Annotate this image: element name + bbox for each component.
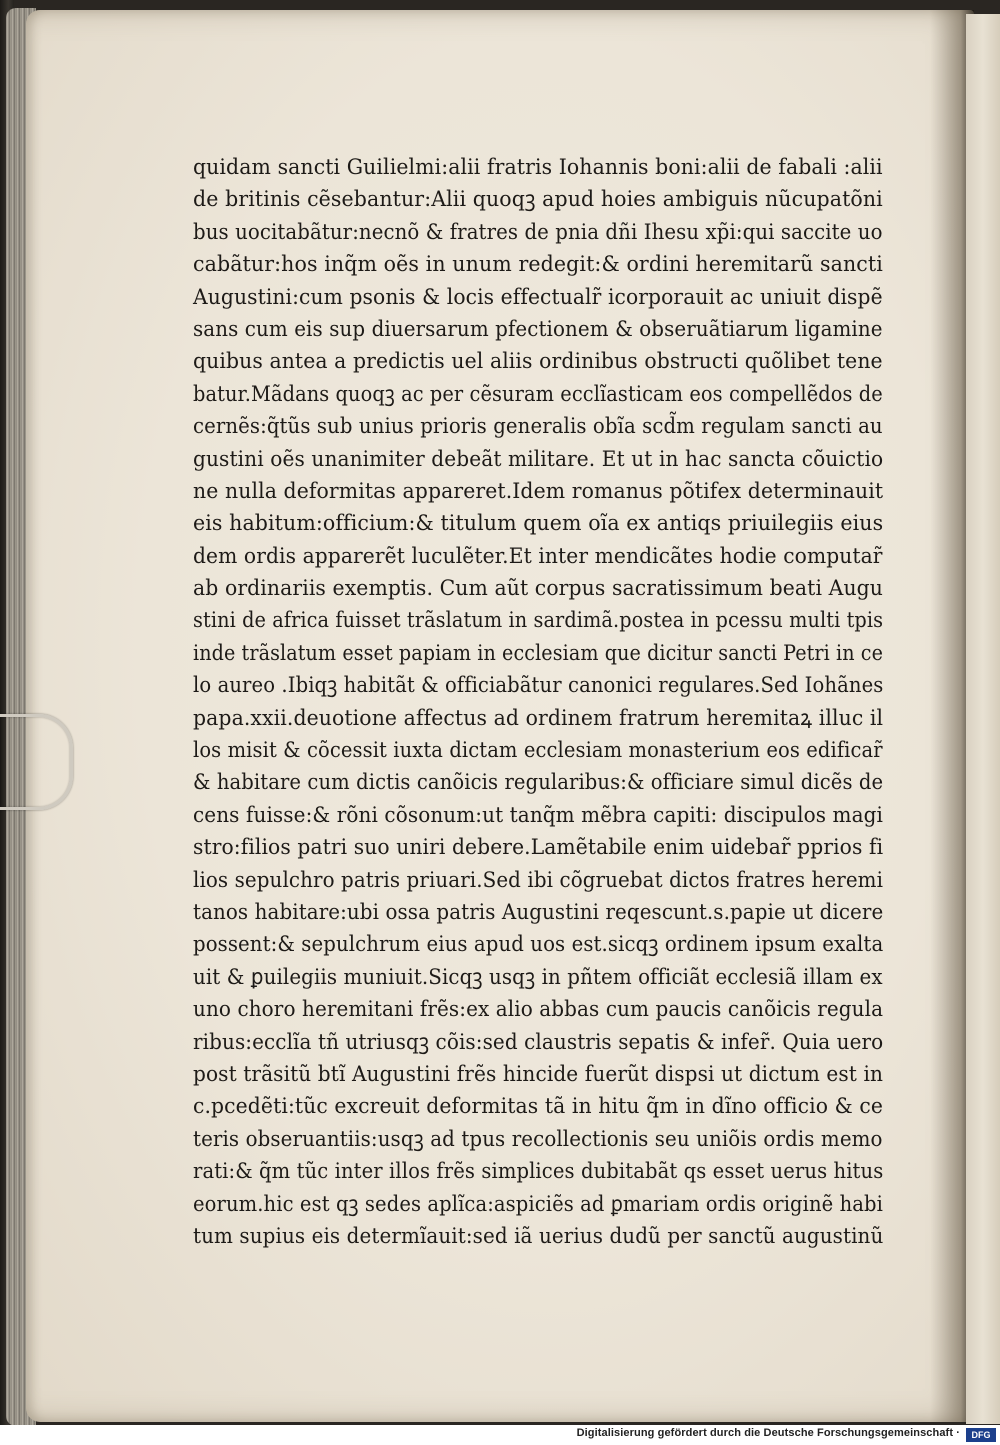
text-line: quidam sancti Guilielmi:alii fratris Iohannis boni:alii de fabali :alii (193, 155, 883, 180)
text-line: inde trãslatum esset papiam in ecclesiam que dicitur sancti Petri in ce (193, 640, 884, 666)
text-line: rati:& q̃m tũc inter illos frẽs simplices dubitabãt qs esset uerus hitus (193, 1159, 884, 1185)
text-line: de britinis cẽsebantur:Alii quoqꝫ apud hoies ambiguis nũcupatõni (193, 187, 883, 213)
text-line: eis habitum:officium:& titulum quem oĩa ex antiqs priuilegiis eius (193, 511, 884, 537)
text-line: cens fuisse:& rõni cõsonum:ut tanq̃m mẽbra capiti: discipulos magi (193, 802, 883, 828)
text-line: ab ordinariis exemptis. Cum aũt corpus sacratissimum beati Augu (193, 576, 884, 602)
text-line: ribus:ecclĩa tñ utriusqꝫ cõis:sed claustris sepatis & infer̃. Quia uero (193, 1029, 884, 1055)
footer-bar (0, 1425, 1000, 1445)
text-line: teris obseruantiis:usqꝫ ad tpus recollectionis seu uniõis ordis memo (193, 1126, 883, 1152)
text-line: quibus antea a predictis uel aliis ordinibus obstructi quõlibet tene (193, 349, 883, 375)
text-line: cernẽs:q̃tũs sub unius prioris generalis obĩa scd̃m regulam sancti au (193, 414, 883, 440)
text-line: uno choro heremitani frẽs:ex alio abbas cum paucis canõicis regula (193, 997, 884, 1023)
text-line: Augustini:cum psonis & locis effectualr̃ icorporauit ac uniuit dispẽ (193, 284, 883, 310)
page-text (193, 152, 883, 1253)
text-line: batur.Mãdans quoqꝫ ac per cẽsuram ecclĩasticam eos compellẽdos de (193, 381, 883, 407)
text-line: sans cum eis sup diuersarum pfectionem & obseruãtiarum ligamine (193, 316, 883, 342)
text-line: & habitare cum dictis canõicis regularibus:& officiare simul dicẽs de (193, 770, 884, 796)
text-line: dem ordis apparerẽt luculẽter.Et inter mendicãtes hodie computar̃ (193, 543, 883, 569)
text-line: post trãsitũ btĩ Augustini frẽs hincide fuerũt dispsi ut dictum est in (193, 1061, 884, 1087)
text-line: eorum.hic est qꝫ sedes aplĩca:aspiciẽs ad ꝑmariam ordis originẽ habi (193, 1191, 884, 1217)
text-line: stini de africa fuisset trãslatum in sardimã.postea in pcessu multi tpis (193, 608, 884, 634)
footer-credit: Digitalisierung gefördert durch die Deutsche Forschungsgemeinschaft · (576, 1427, 960, 1439)
text-line: bus uocitabãtur:necnõ & fratres de pnia dñi Ihesu xp̃i:qui saccite uo (193, 219, 883, 245)
text-line: uit & ꝑuilegiis muniuit.Sicqꝫ usqꝫ in pñtem officiãt ecclesiã illam ex (193, 964, 883, 990)
text-line: lios sepulchro patris priuari.Sed ibi cõgruebat dictos fratres heremi (193, 867, 884, 893)
page-clip (0, 714, 73, 810)
text-line: ne nulla deformitas appareret.Idem romanus põtifex determinauit (193, 478, 884, 504)
text-line: stro:filios patri suo uniri debere.Lamẽtabile enim uidebar̃ pprios fi (193, 835, 884, 861)
text-line: papa.xxii.deuotione affectus ad ordinem fratrum heremitaꝝ illuc il (193, 705, 884, 731)
text-line: c.pcedẽti:tũc excreuit deformitas tã in hitu q̃m in dĩno officio & ce (193, 1094, 884, 1120)
text-line: gustini oẽs unanimiter debeãt militare. Et ut in hac sancta cõuictio (193, 446, 884, 472)
text-line: tum supius eis determĩauit:sed iã uerius dudũ per sanctũ augustinũ (193, 1223, 884, 1249)
text-line: cabãtur:hos inq̃m oẽs in unum redegit:& ordini heremitarũ sancti (193, 252, 883, 278)
dfg-logo: DFG (966, 1428, 996, 1442)
text-line: los misit & cõcessit iuxta dictam ecclesiam monasterium eos edificar̃ (193, 738, 883, 764)
text-line: possent:& sepulchrum eius apud uos est.sicqꝫ ordinem ipsum exalta (193, 932, 884, 958)
text-line: tanos habitare:ubi ossa patris Augustini reqescunt.s.papie ut dicere (193, 899, 884, 925)
text-line: lo aureo .Ibiqꝫ habitãt & officiabãtur canonici regulares.Sed Iohãnes (193, 673, 884, 699)
facing-page-edge (966, 14, 1000, 1424)
